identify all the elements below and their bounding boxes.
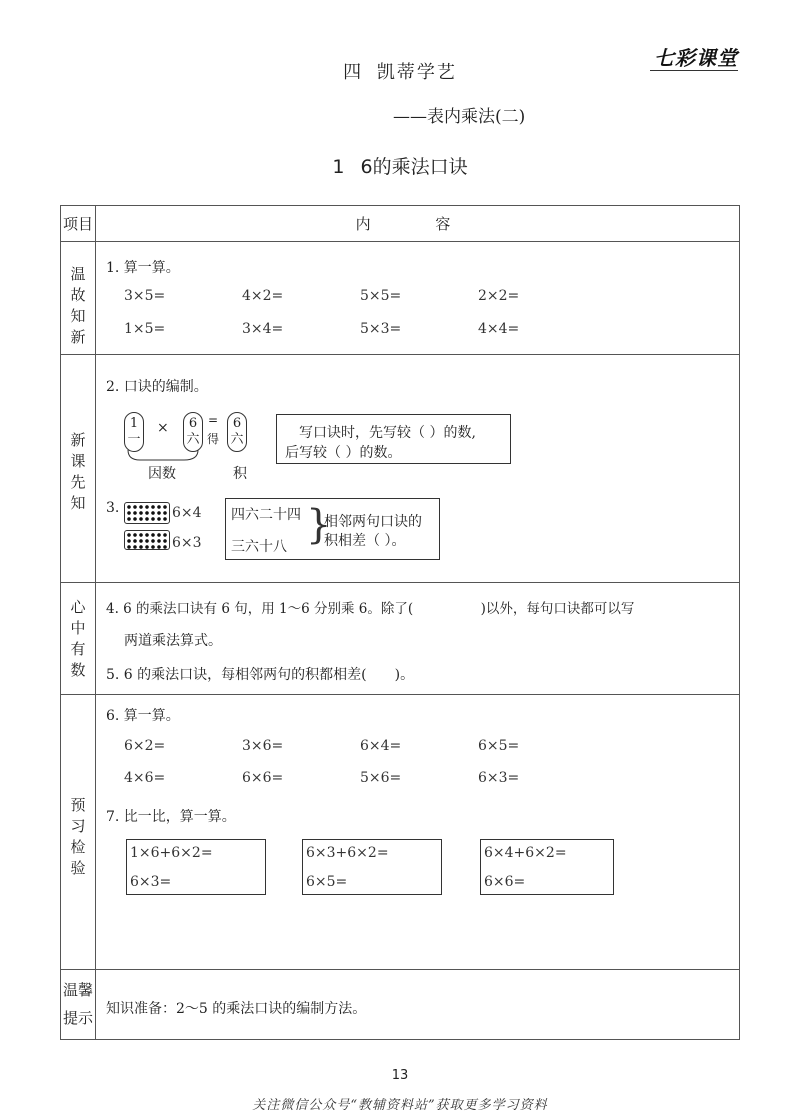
q6-item: 6×4= — [360, 738, 402, 754]
footer-text: 关注微信公众号“教辅资料站”获取更多学习资料 — [252, 1098, 548, 1113]
q6-item: 6×6= — [242, 770, 284, 786]
unit-title: 四 凯蒂学艺 — [343, 62, 457, 83]
dot-array-6x3 — [124, 530, 170, 550]
factor-one-pill — [124, 412, 144, 452]
q6-item: 3×6= — [242, 738, 284, 754]
unit-subtitle: ——表内乘法(二) — [393, 107, 526, 127]
product-number: 6 — [232, 416, 242, 431]
q6-item: 6×3= — [478, 770, 520, 786]
tip-text: 知识准备：2～5 的乘法口诀的编制方法。 — [106, 1001, 367, 1017]
q7-box-line2: 6×6= — [484, 874, 526, 890]
q7-box-line1: 6×3+6×2= — [306, 845, 389, 861]
column-header-content: 内 容 — [355, 215, 481, 233]
q4-line1: 4. 6 的乘法口诀有 6 句，用 1～6 分别乘 6。除了( )以外，每句口诀都可以写 — [106, 601, 635, 617]
product-pill — [227, 412, 247, 452]
q1-item: 3×5= — [124, 288, 166, 304]
factor-bracket — [120, 448, 260, 464]
q6-item: 5×6= — [360, 770, 402, 786]
equals-sign: = — [208, 413, 219, 427]
page-number: 13 — [391, 1068, 409, 1083]
q1-item: 3×4= — [242, 321, 284, 337]
q3-brace: } — [306, 502, 332, 548]
q3-rhyme1: 四六二十四 — [231, 507, 301, 523]
row-divider — [60, 582, 740, 583]
factor-one-chinese: 一 — [127, 432, 141, 447]
q6-item: 4×6= — [124, 770, 166, 786]
q2-note-box — [276, 414, 511, 464]
q2-note-line1: 写口诀时，先写较（ ）的数, — [299, 425, 476, 441]
q7-box — [126, 839, 266, 895]
lesson-title: 1 6的乘法口诀 — [332, 156, 468, 178]
q1-item: 4×4= — [478, 321, 520, 337]
q7-box — [302, 839, 442, 895]
factor-six-number: 6 — [188, 416, 198, 431]
q1-title: 1. 算一算。 — [106, 260, 180, 276]
section-label-preview: 预习检验 — [70, 796, 86, 877]
row-divider — [60, 354, 740, 355]
product-chinese: 六 — [230, 432, 244, 447]
brand-logo: 七彩课堂 — [654, 46, 738, 70]
de-character: 得 — [207, 432, 220, 446]
q3-expr2: 6×3 — [172, 535, 202, 551]
section-label-tip: 温馨提示 — [62, 981, 93, 1027]
q3-rhyme2: 三六十八 — [231, 539, 287, 555]
q2-title: 2. 口诀的编制。 — [106, 379, 208, 395]
q3-note-line1: 相邻两句口诀的 — [324, 514, 422, 530]
q7-box — [480, 839, 614, 895]
q7-box-line2: 6×5= — [306, 874, 348, 890]
section-label-review: 温故知新 — [70, 265, 86, 346]
section-label-new-lesson: 新课先知 — [70, 431, 86, 512]
q2-note-line2: 后写较（ ）的数。 — [285, 445, 402, 461]
dot-array-6x4 — [124, 502, 170, 524]
section-label-mind: 心中有数 — [70, 598, 86, 679]
q1-item: 2×2= — [478, 288, 520, 304]
factor-six-chinese: 六 — [186, 432, 200, 447]
q6-title: 6. 算一算。 — [106, 708, 180, 724]
table-column-divider — [95, 205, 96, 1040]
table-header-divider — [60, 241, 740, 242]
q1-item: 5×3= — [360, 321, 402, 337]
q6-item: 6×2= — [124, 738, 166, 754]
q1-item: 4×2= — [242, 288, 284, 304]
q3-note-line2: 积相差（ ）。 — [324, 533, 406, 549]
factor-six-pill — [183, 412, 203, 452]
column-header-item: 项目 — [62, 215, 93, 233]
q3-expr1: 6×4 — [172, 505, 202, 521]
row-divider — [60, 694, 740, 695]
q6-item: 6×5= — [478, 738, 520, 754]
q1-item: 5×5= — [360, 288, 402, 304]
times-sign: × — [157, 420, 169, 436]
q3-number: 3. — [106, 500, 120, 516]
q7-box-line1: 6×4+6×2= — [484, 845, 567, 861]
q5-line: 5. 6 的乘法口诀，每相邻两句的积都相差( )。 — [106, 667, 415, 683]
q4-line2: 两道乘法算式。 — [124, 633, 222, 649]
label-product: 积 — [233, 466, 247, 482]
label-factor: 因数 — [148, 466, 176, 482]
q7-box-line1: 1×6+6×2= — [130, 845, 213, 861]
q1-item: 1×5= — [124, 321, 166, 337]
factor-one-number: 1 — [129, 416, 139, 431]
q7-title: 7. 比一比，算一算。 — [106, 809, 236, 825]
q3-rhyme-box — [225, 498, 440, 560]
row-divider — [60, 969, 740, 970]
q7-box-line2: 6×3= — [130, 874, 172, 890]
